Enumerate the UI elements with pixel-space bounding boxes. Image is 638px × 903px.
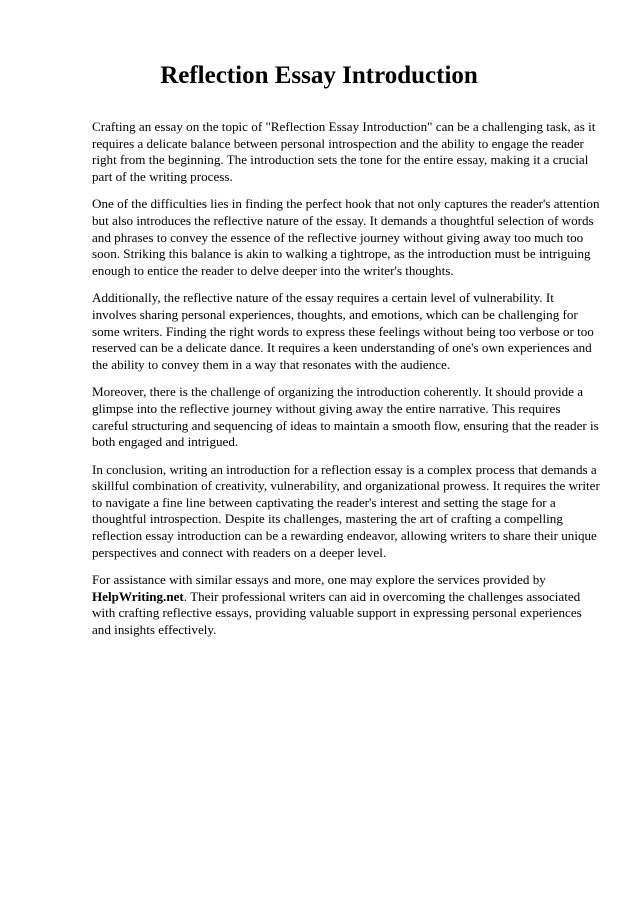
paragraph-3: Additionally, the reflective nature of the essay requires a certain level of vulnerability. It involves sharing personal experiences, thoughts, and emotions, which can be challenging for some writers. Finding the right words to express these feelings without being too verbose or too reserved can be a delicate dance. It requires a keen understanding of one's own experiences and the ability to convey them in a way that resonates with the audience. xyxy=(92,290,594,372)
paragraph-2: One of the difficulties lies in finding the perfect hook that not only captures the reader's attention but also introduces the reflective nature of the essay. It demands a thoughtful selection of words and phrases to convey the essence of the reflective journey without giving away too much too soon. Striking this balance is akin to walking a tightrope, as the introduction must be intriguing enough to entice the reader to delve deeper into the writer's thoughts. xyxy=(92,196,600,278)
paragraph-4: Moreover, there is the challenge of organizing the introduction coherently. It should provide a glimpse into the reflective journey without giving away the entire narrative. This requires careful structuring and sequencing of ideas to maintain a smooth flow, ensuring that the reader is both engaged and intrigued. xyxy=(92,384,599,450)
document-body xyxy=(92,119,600,650)
page-title: Reflection Essay Introduction xyxy=(160,62,478,89)
helpwriting-link[interactable]: HelpWriting.net xyxy=(92,588,184,604)
paragraph-6-intro: For assistance with similar essays and more, one may explore the services provided by xyxy=(92,572,546,588)
paragraph-6-rest: . Their professional writers can aid in overcoming the challenges associated with crafting reflective essays, providing valuable support in expressing personal experiences and insights effectively. xyxy=(92,588,582,638)
paragraph-5: In conclusion, writing an introduction for a reflection essay is a complex process that demands a skillful combination of creativity, vulnerability, and organizational prowess. It requires the writer to navigate a fine line between captivating the reader's interest and setting the stage for a thoughtful introspection. Despite its challenges, mastering the art of crafting a compelling reflection essay introduction can be a rewarding endeavor, allowing writers to share their unique perspectives and connect with readers on a deeper level. xyxy=(92,461,600,560)
paragraph-6 xyxy=(92,572,600,638)
paragraph-1: Crafting an essay on the topic of "Reflection Essay Introduction" can be a challenging task, as it requires a delicate balance between personal introspection and the ability to engage the reader right from the beginning. The introduction sets the tone for the entire essay, making it a crucial part of the writing process. xyxy=(92,119,596,184)
